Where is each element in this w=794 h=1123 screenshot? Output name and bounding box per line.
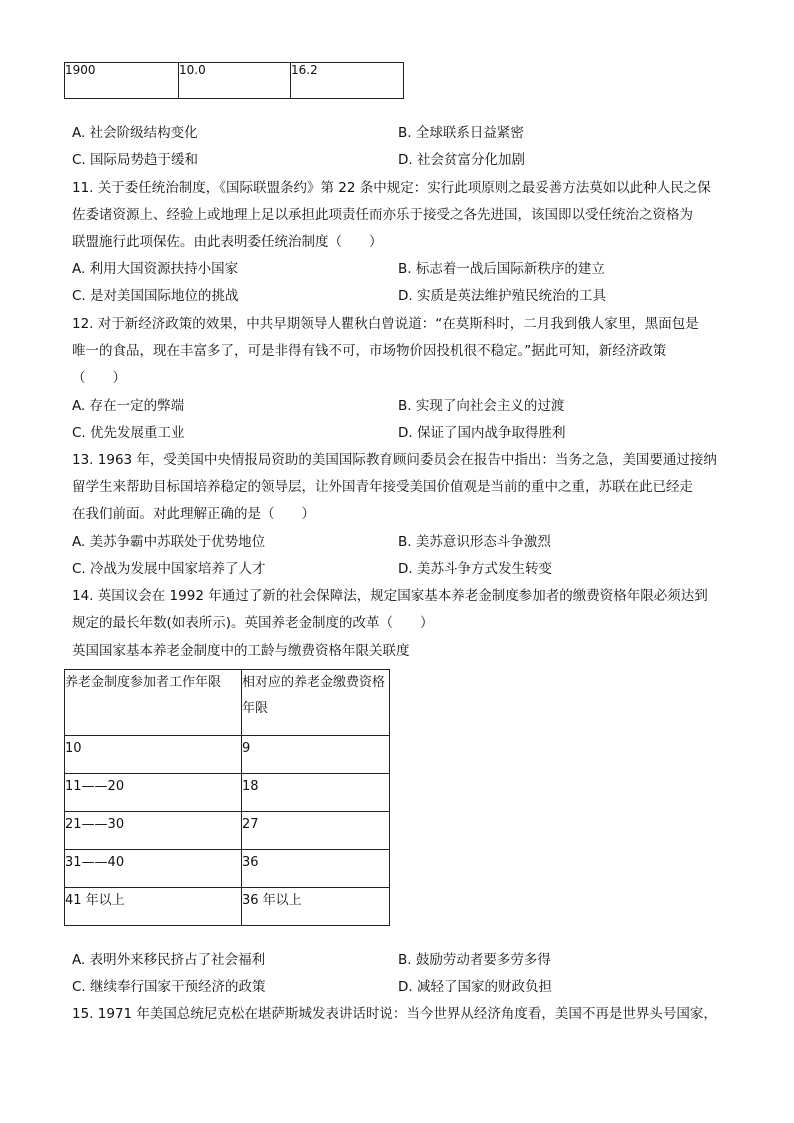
- q12-option-a: A. 存在一定的弊端: [72, 398, 185, 414]
- table-cell: 9: [242, 736, 390, 774]
- q12-option-c: C. 优先发展重工业: [72, 425, 185, 441]
- table-cell: 41 年以上: [65, 888, 242, 926]
- q14-stem-line: 规定的最长年数(如表所示)。英国养老金制度的改革（ ）: [72, 615, 434, 631]
- q13-option-d: D. 美苏斗争方式发生转变: [398, 561, 552, 577]
- table-row: [65, 736, 390, 774]
- q13-option-b: B. 美苏意识形态斗争激烈: [398, 534, 551, 550]
- q11-stem-line: 11. 关于委任统治制度，《国际联盟条约》第 22 条中规定：实行此项原则之最妥善方法莫如以此种人民之保: [72, 180, 711, 196]
- table-row: [65, 812, 390, 850]
- table-cell: 18: [242, 774, 390, 812]
- q14-option-b: B. 鼓励劳动者要多劳多得: [398, 952, 551, 968]
- table-row: [65, 63, 404, 99]
- q11-stem-line: 联盟施行此项保佐。由此表明委任统治制度（ ）: [72, 234, 383, 250]
- table-caption: 英国国家基本养老金制度中的工龄与缴费资格年限关联度: [72, 643, 410, 659]
- table-cell: 10.0: [179, 63, 291, 99]
- q13-stem-line: 留学生来帮助目标国培养稳定的领导层，让外国青年接受美国价值观是当前的重中之重，苏联在此已经走: [72, 479, 693, 495]
- table-cell: 36: [242, 850, 390, 888]
- q11-option-b: B. 标志着一战后国际新秩序的建立: [398, 261, 605, 277]
- table-cell: 21——30: [65, 812, 242, 850]
- table-row: [65, 850, 390, 888]
- pension-table: [64, 669, 390, 926]
- table-cell: 1900: [65, 63, 179, 99]
- table-cell: 10: [65, 736, 242, 774]
- q13-stem-line: 在我们前面。对此理解正确的是（ ）: [72, 506, 315, 522]
- table-header-cell: 养老金制度参加者工作年限: [65, 670, 242, 736]
- table-header-cell: 相对应的养老金缴费资格年限: [242, 670, 390, 736]
- table-header-row: [65, 670, 390, 736]
- q10-option-a: A. 社会阶级结构变化: [72, 125, 198, 141]
- data-table-top: [64, 62, 404, 99]
- q12-stem-line: （ ）: [72, 370, 126, 386]
- q15-stem-line: 15. 1971 年美国总统尼克松在堪萨斯城发表讲话时说：当今世界从经济角度看，美国不再是世界头号国家，: [72, 1006, 717, 1022]
- q12-option-d: D. 保证了国内战争取得胜利: [398, 425, 566, 441]
- table-cell: 36 年以上: [242, 888, 390, 926]
- q14-option-d: D. 减轻了国家的财政负担: [398, 979, 552, 995]
- table-cell: 31——40: [65, 850, 242, 888]
- q14-option-c: C. 继续奉行国家干预经济的政策: [72, 979, 266, 995]
- q11-option-c: C. 是对美国国际地位的挑战: [72, 288, 239, 304]
- q11-option-d: D. 实质是英法维护殖民统治的工具: [398, 288, 606, 304]
- q10-option-b: B. 全球联系日益紧密: [398, 125, 524, 141]
- q14-stem-line: 14. 英国议会在 1992 年通过了新的社会保障法，规定国家基本养老金制度参加者的缴费资格年限必须达到: [72, 588, 708, 604]
- q13-option-a: A. 美苏争霸中苏联处于优势地位: [72, 534, 266, 550]
- table-row: [65, 774, 390, 812]
- table-cell: 16.2: [291, 63, 404, 99]
- table-cell: 27: [242, 812, 390, 850]
- q10-option-c: C. 国际局势趋于缓和: [72, 152, 199, 168]
- q12-option-b: B. 实现了向社会主义的过渡: [398, 398, 565, 414]
- q13-option-c: C. 冷战为发展中国家培养了人才: [72, 561, 266, 577]
- q12-stem-line: 唯一的食品，现在丰富多了，可是非得有钱不可，市场物价因投机很不稳定。”据此可知，新经济政策: [72, 343, 667, 359]
- q11-option-a: A. 利用大国资源扶持小国家: [72, 261, 239, 277]
- table-row: [65, 888, 390, 926]
- q10-option-d: D. 社会贫富分化加剧: [398, 152, 525, 168]
- q13-stem-line: 13. 1963 年，受美国中央情报局资助的美国国际教育顾问委员会在报告中指出：当务之急，美国要通过接纳: [72, 452, 717, 468]
- q14-option-a: A. 表明外来移民挤占了社会福利: [72, 952, 266, 968]
- table-cell: 11——20: [65, 774, 242, 812]
- q11-stem-line: 佐委诸资源上、经验上或地理上足以承担此项责任而亦乐于接受之各先进国，该国即以受任统治之资格为: [72, 207, 693, 223]
- q12-stem-line: 12. 对于新经济政策的效果，中共早期领导人瞿秋白曾说道：“在莫斯科时，二月我到俄人家里，黑面包是: [72, 316, 699, 332]
